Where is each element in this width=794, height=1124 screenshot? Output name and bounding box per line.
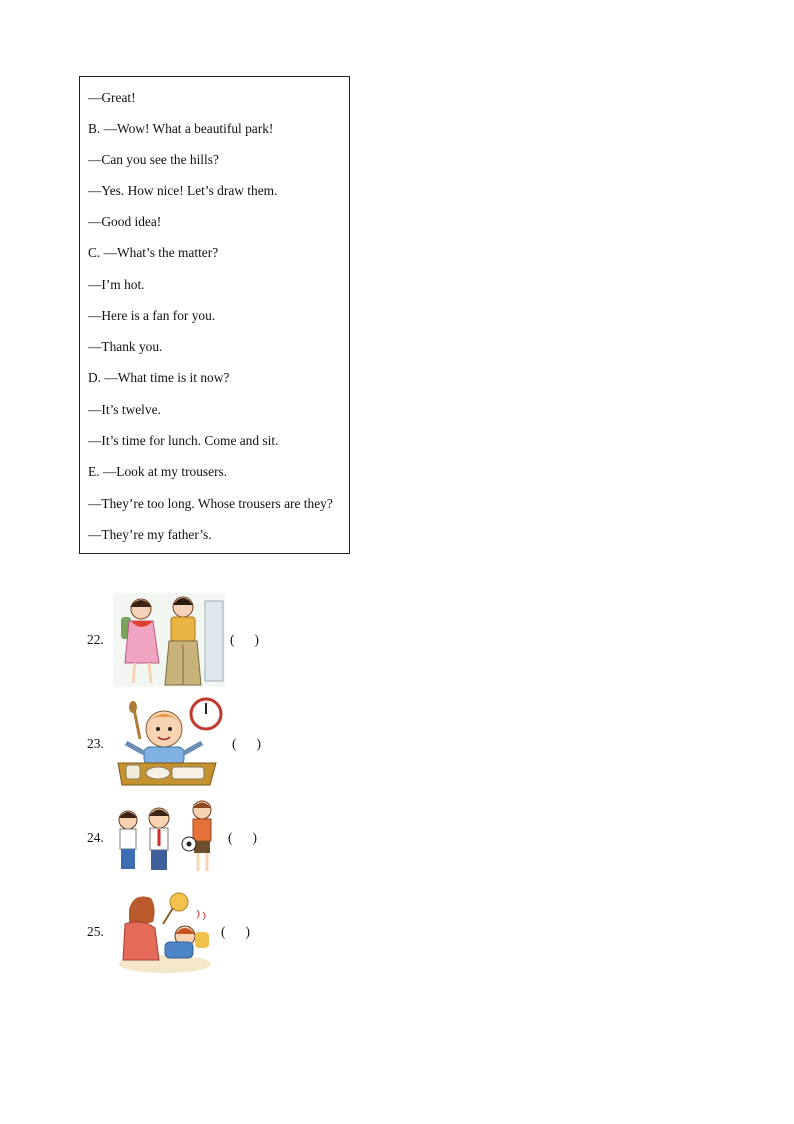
answer-blank-24[interactable]: ( ) [228,830,258,845]
dialogue-line: —Great! [88,90,136,105]
dialogue-line: E. —Look at my trousers. [88,464,228,479]
dialogue-line: —Here is a fan for you. [88,308,216,323]
question-number-22: 22. [87,632,104,647]
dialogue-line: —I’m hot. [88,277,145,292]
mother-fan-hot-boy-picture [115,888,213,974]
dialogue-line: —Good idea! [88,214,162,229]
dialogue-line: —Thank you. [88,339,163,354]
dialogue-line: —They’re my father’s. [88,527,212,542]
answer-blank-23[interactable]: ( ) [232,736,262,751]
question-number-25: 25. [87,924,104,939]
question-number-24: 24. [87,830,104,845]
boy-lunch-clock-picture [116,697,228,793]
answer-blank-22[interactable]: ( ) [230,632,260,647]
boy-in-long-trousers-picture [113,593,225,687]
question-number-23: 23. [87,736,104,751]
dialogue-line: —It’s time for lunch. Come and sit. [88,433,279,448]
dialogue-line: D. —What time is it now? [88,370,230,385]
answer-blank-25[interactable]: ( ) [221,924,251,939]
dialogue-line: —Yes. How nice! Let’s draw them. [88,183,278,198]
dialogue-line: B. —Wow! What a beautiful park! [88,121,274,136]
three-boys-picture [114,798,220,874]
dialogue-line: C. —What’s the matter? [88,245,219,260]
dialogue-line: —It’s twelve. [88,402,161,417]
dialogue-box [79,76,350,554]
dialogue-line: —They’re too long. Whose trousers are they? [88,496,333,511]
dialogue-line: —Can you see the hills? [88,152,219,167]
